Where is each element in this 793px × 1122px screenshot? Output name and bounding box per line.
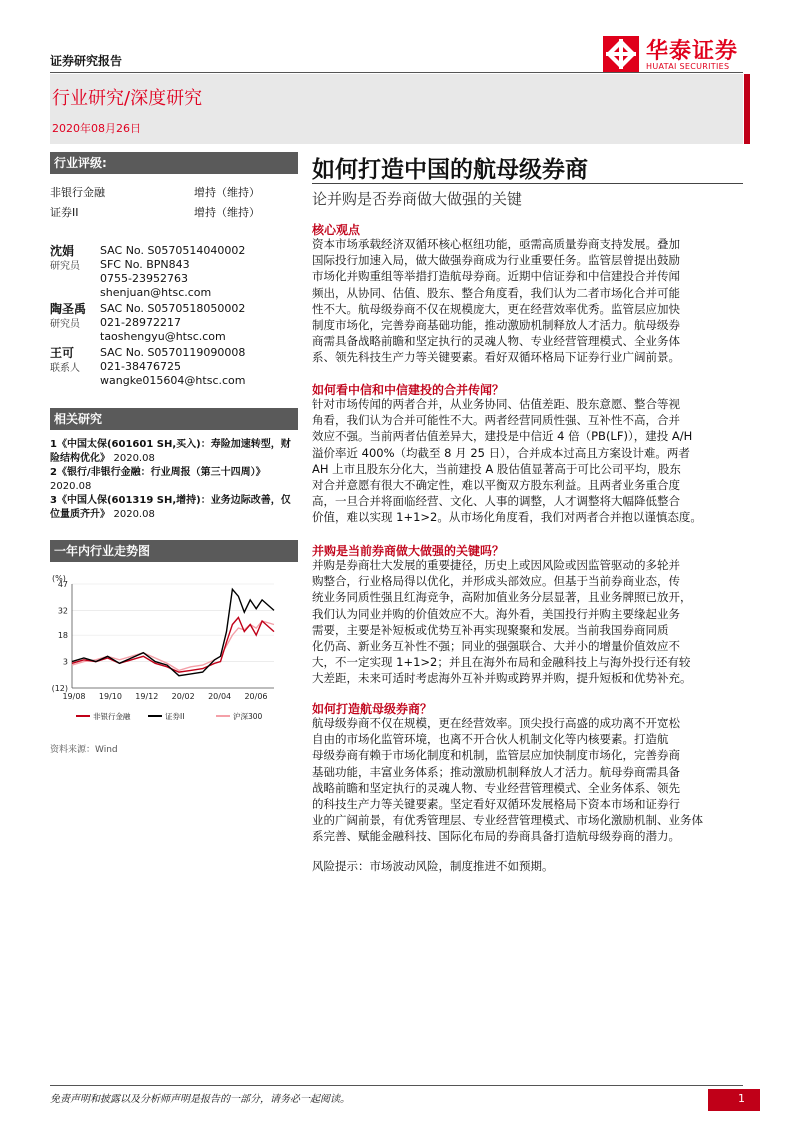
analyst-phone: 021-38476725 xyxy=(100,360,181,373)
section-body xyxy=(312,557,743,687)
body-line: 资本市场承载经济双循环核心枢纽功能，亟需高质量券商支持发展。叠加 xyxy=(312,237,680,251)
chart-source: 资料来源：Wind xyxy=(50,745,118,755)
section-heading: 并购是当前券商做大做强的关键吗？ xyxy=(312,544,505,558)
analyst-name: 陶圣禹 xyxy=(50,302,87,316)
analyst-sac: SAC No. S0570514040002 xyxy=(100,244,246,257)
body-line: 溢价率近 400%（均截至 8 月 25 日），合并成本过高且方案设计难。两者 xyxy=(312,445,690,460)
x-tick-label: 19/12 xyxy=(135,692,159,701)
analyst-name: 王可 xyxy=(50,346,75,360)
body-line: 角看，我们认为合并可能性不大。两者经营同质性强、互补性不高，合并 xyxy=(312,413,680,428)
body-line: 系完善、赋能金融科技、国际化布局的券商具备打造航母级券商的潜力。 xyxy=(312,829,680,844)
body-line: 大，不一定实现 1+1>2；并且在海外布局和金融科技上与海外投行还有较 xyxy=(312,655,691,670)
body-line: AH 上市且股东分化大，当前建投 A 股估值显著高于可比公司平均，股东 xyxy=(312,461,681,476)
related-title[interactable]: 3《中国人保(601319 SH,增持)：业务边际改善，仅位量质齐升》 xyxy=(50,495,291,520)
body-line: 针对市场传闻的两者合并，从业务协同、估值差距、股东意愿、整合等视 xyxy=(312,397,680,411)
body-line: 购整合，行业格局得以优化，并形成头部效应。但基于当前券商业态，传 xyxy=(312,574,680,589)
body-line: 母级券商有赖于市场化制度和机制，监管层应加快制度市场化，完善券商 xyxy=(312,748,680,763)
body-line: 价值，难以实现 1+1>2。从市场化角度看，我们对两者合并抱以谨慎态度。 xyxy=(312,510,702,525)
footer-disclaimer: 免责声明和披露以及分析师声明是报告的一部分，请务必一起阅读。 xyxy=(50,1094,350,1105)
analyst-block xyxy=(50,244,298,300)
body-line: 自由的市场化监管环境，也离不开合伙人机制文化等内核要素。打造航 xyxy=(312,732,669,747)
related-title[interactable]: 1《中国太保(601601 SH,买入)：寿险加速转型，财险结构优化》 xyxy=(50,439,291,464)
report-type: 证券研究报告 xyxy=(50,54,123,68)
analyst-sac: SAC No. S0570119090008 xyxy=(100,346,246,359)
body-line: 效应不强。当前两者估值差异大，建投是中信近 4 倍（PB(LF)），建投 A/H xyxy=(312,429,693,444)
analyst-role: 联系人 xyxy=(50,363,80,374)
body-line: 的科技生产力等关键要素。坚定看好双循环发展格局下资本市场和证券行 xyxy=(312,797,680,812)
analyst-block xyxy=(50,346,298,388)
report-subtitle: 论并购是否券商做大做强的关键 xyxy=(312,190,523,208)
brand-name-cn: 华泰证券 xyxy=(646,39,739,64)
report-title: 如何打造中国的航母级券商 xyxy=(312,157,588,183)
analyst-role: 研究员 xyxy=(50,319,80,330)
y-axis-unit: (%) xyxy=(52,574,66,583)
body-line: 市场化并购重组等举措打造航母券商。近期中信证券和中信建投合并传闻 xyxy=(312,269,680,284)
rating-value: 增持（维持） xyxy=(194,206,260,219)
y-tick-label: 18 xyxy=(57,631,68,641)
footer-rule xyxy=(50,1085,743,1086)
body-line: 化仍高、新业务互补性不强；同业的强强联合、大并小的增量价值效应不 xyxy=(312,639,680,654)
analyst-name: 沈娟 xyxy=(50,244,75,258)
body-line: 并购是券商壮大发展的重要捷径，历史上或因风险或因监管驱动的多轮并 xyxy=(312,558,680,572)
legend-label: 非银行金融 xyxy=(93,712,131,721)
rating-value: 增持（维持） xyxy=(194,186,260,199)
analyst-sfc: SFC No. BPN843 xyxy=(100,258,190,271)
related-research-header: 相关研究 xyxy=(50,408,298,430)
related-item[interactable] xyxy=(50,494,300,522)
analyst-email[interactable]: wangke015604@htsc.com xyxy=(100,374,246,387)
y-tick-label: 47 xyxy=(57,580,68,589)
legend-label: 证券II xyxy=(165,712,185,721)
body-line: 基础功能，丰富业务体系；推动激励机制释放人才活力。航母券商需具备 xyxy=(312,764,680,779)
body-line: 统业务同质性强且红海竞争，高附加值业务分层显著，且业务牌照已放开， xyxy=(312,590,692,605)
category-accent xyxy=(744,74,750,144)
related-date: 2020.08 xyxy=(50,481,92,492)
body-line: 系、领先科技生产力等关键要素。看好双循环格局下证券行业广阔前景。 xyxy=(312,350,680,365)
x-tick-label: 19/08 xyxy=(62,692,86,701)
related-title[interactable]: 2《银行/非银行金融：行业周报（第三十四周）》 xyxy=(50,467,266,478)
title-rule xyxy=(312,183,743,184)
header-rule xyxy=(50,72,743,73)
y-tick-label: (12) xyxy=(51,684,68,693)
body-line: 商需具备战略前瞻和坚定执行的灵魂人物、专业经营管理模式、全业务体 xyxy=(312,334,680,349)
body-line: 性不大。航母级券商不仅在规模庞大，更在经营效率优秀。监管层应加快 xyxy=(312,301,680,316)
analyst-role: 研究员 xyxy=(50,261,80,272)
legend-label: 沪深300 xyxy=(233,712,263,721)
brand-name-en: HUATAI SECURITIES xyxy=(646,62,730,71)
analyst-block xyxy=(50,302,298,344)
rating-industry: 非银行金融 xyxy=(50,186,105,199)
body-line: 对合并意愿有很大不确定性，难以平衡双方股东利益。且两者业务重合度 xyxy=(312,478,680,493)
x-tick-label: 20/06 xyxy=(244,692,268,701)
series-line xyxy=(72,589,274,675)
industry-trend-chart xyxy=(46,570,298,730)
y-tick-label: 32 xyxy=(57,606,68,616)
body-line: 制度市场化，完善券商基础功能，推动激励机制释放人才活力。航母级券 xyxy=(312,318,680,333)
section-heading: 如何打造航母级券商？ xyxy=(312,702,433,716)
body-line: 大差距，未来可适时考虑海外互补并购或跨界并购，提升短板和优势补充。 xyxy=(312,671,692,686)
x-tick-label: 19/10 xyxy=(98,692,122,701)
analyst-phone: 021-28972217 xyxy=(100,316,181,329)
rating-header: 行业评级: xyxy=(50,152,298,174)
report-date: 2020年08月26日 xyxy=(52,122,141,135)
x-tick-label: 20/02 xyxy=(171,692,195,701)
related-date: 2020.08 xyxy=(113,509,155,520)
related-item[interactable] xyxy=(50,466,300,494)
section-body xyxy=(312,396,743,526)
report-category: 行业研究/深度研究 xyxy=(52,88,203,109)
section-body xyxy=(312,715,743,845)
related-item[interactable] xyxy=(50,438,300,466)
x-tick-label: 20/04 xyxy=(208,692,232,701)
section-heading: 核心观点 xyxy=(312,223,361,237)
section-heading: 如何看中信和中信建投的合并传闻？ xyxy=(312,383,505,397)
body-line: 国际投行加速入局，做大做强券商成为行业重要任务。监管层曾提出鼓励 xyxy=(312,253,680,268)
huatai-logo-icon xyxy=(603,36,639,72)
related-date: 2020.08 xyxy=(113,453,155,464)
body-line: 我们认为同业并购的价值效应不大。海外看，美国投行并购主要缘起业务 xyxy=(312,606,680,621)
analyst-sac: SAC No. S0570518050002 xyxy=(100,302,246,315)
body-line: 需要，主要是补短板或优势互补再实现聚聚和发展。当前我国券商同质 xyxy=(312,622,669,637)
analyst-email[interactable]: shenjuan@htsc.com xyxy=(100,286,212,299)
body-line: 频出，从协同、估值、股东、整合角度看，我们认为二者市场化合并可能 xyxy=(312,285,680,300)
trend-chart-header: 一年内行业走势图 xyxy=(50,540,298,562)
body-line: 战略前瞻和坚定执行的灵魂人物、专业经营管理模式、全业务体系、领先 xyxy=(312,780,680,795)
risk-warning: 风险提示：市场波动风险，制度推进不如预期。 xyxy=(312,859,554,873)
body-line: 航母级券商不仅在规模，更在经营效率。顶尖投行高盛的成功离不开宽松 xyxy=(312,716,680,730)
body-line: 高，一旦合并将面临经营、文化、人事的调整，人才调整将大幅降低整合 xyxy=(312,494,680,509)
page-number: 1 xyxy=(738,1092,745,1105)
analyst-email[interactable]: taoshengyu@htsc.com xyxy=(100,330,226,343)
series-line xyxy=(72,618,274,673)
body-line: 业的广阔前景，有优秀管理层、专业经营管理模式、市场化激励机制、业务体 xyxy=(312,813,703,828)
analyst-phone: 0755-23952763 xyxy=(100,272,188,285)
rating-industry: 证券II xyxy=(50,206,79,219)
page-number-badge xyxy=(708,1089,760,1111)
section-body xyxy=(312,236,743,366)
y-tick-label: 3 xyxy=(62,657,68,667)
